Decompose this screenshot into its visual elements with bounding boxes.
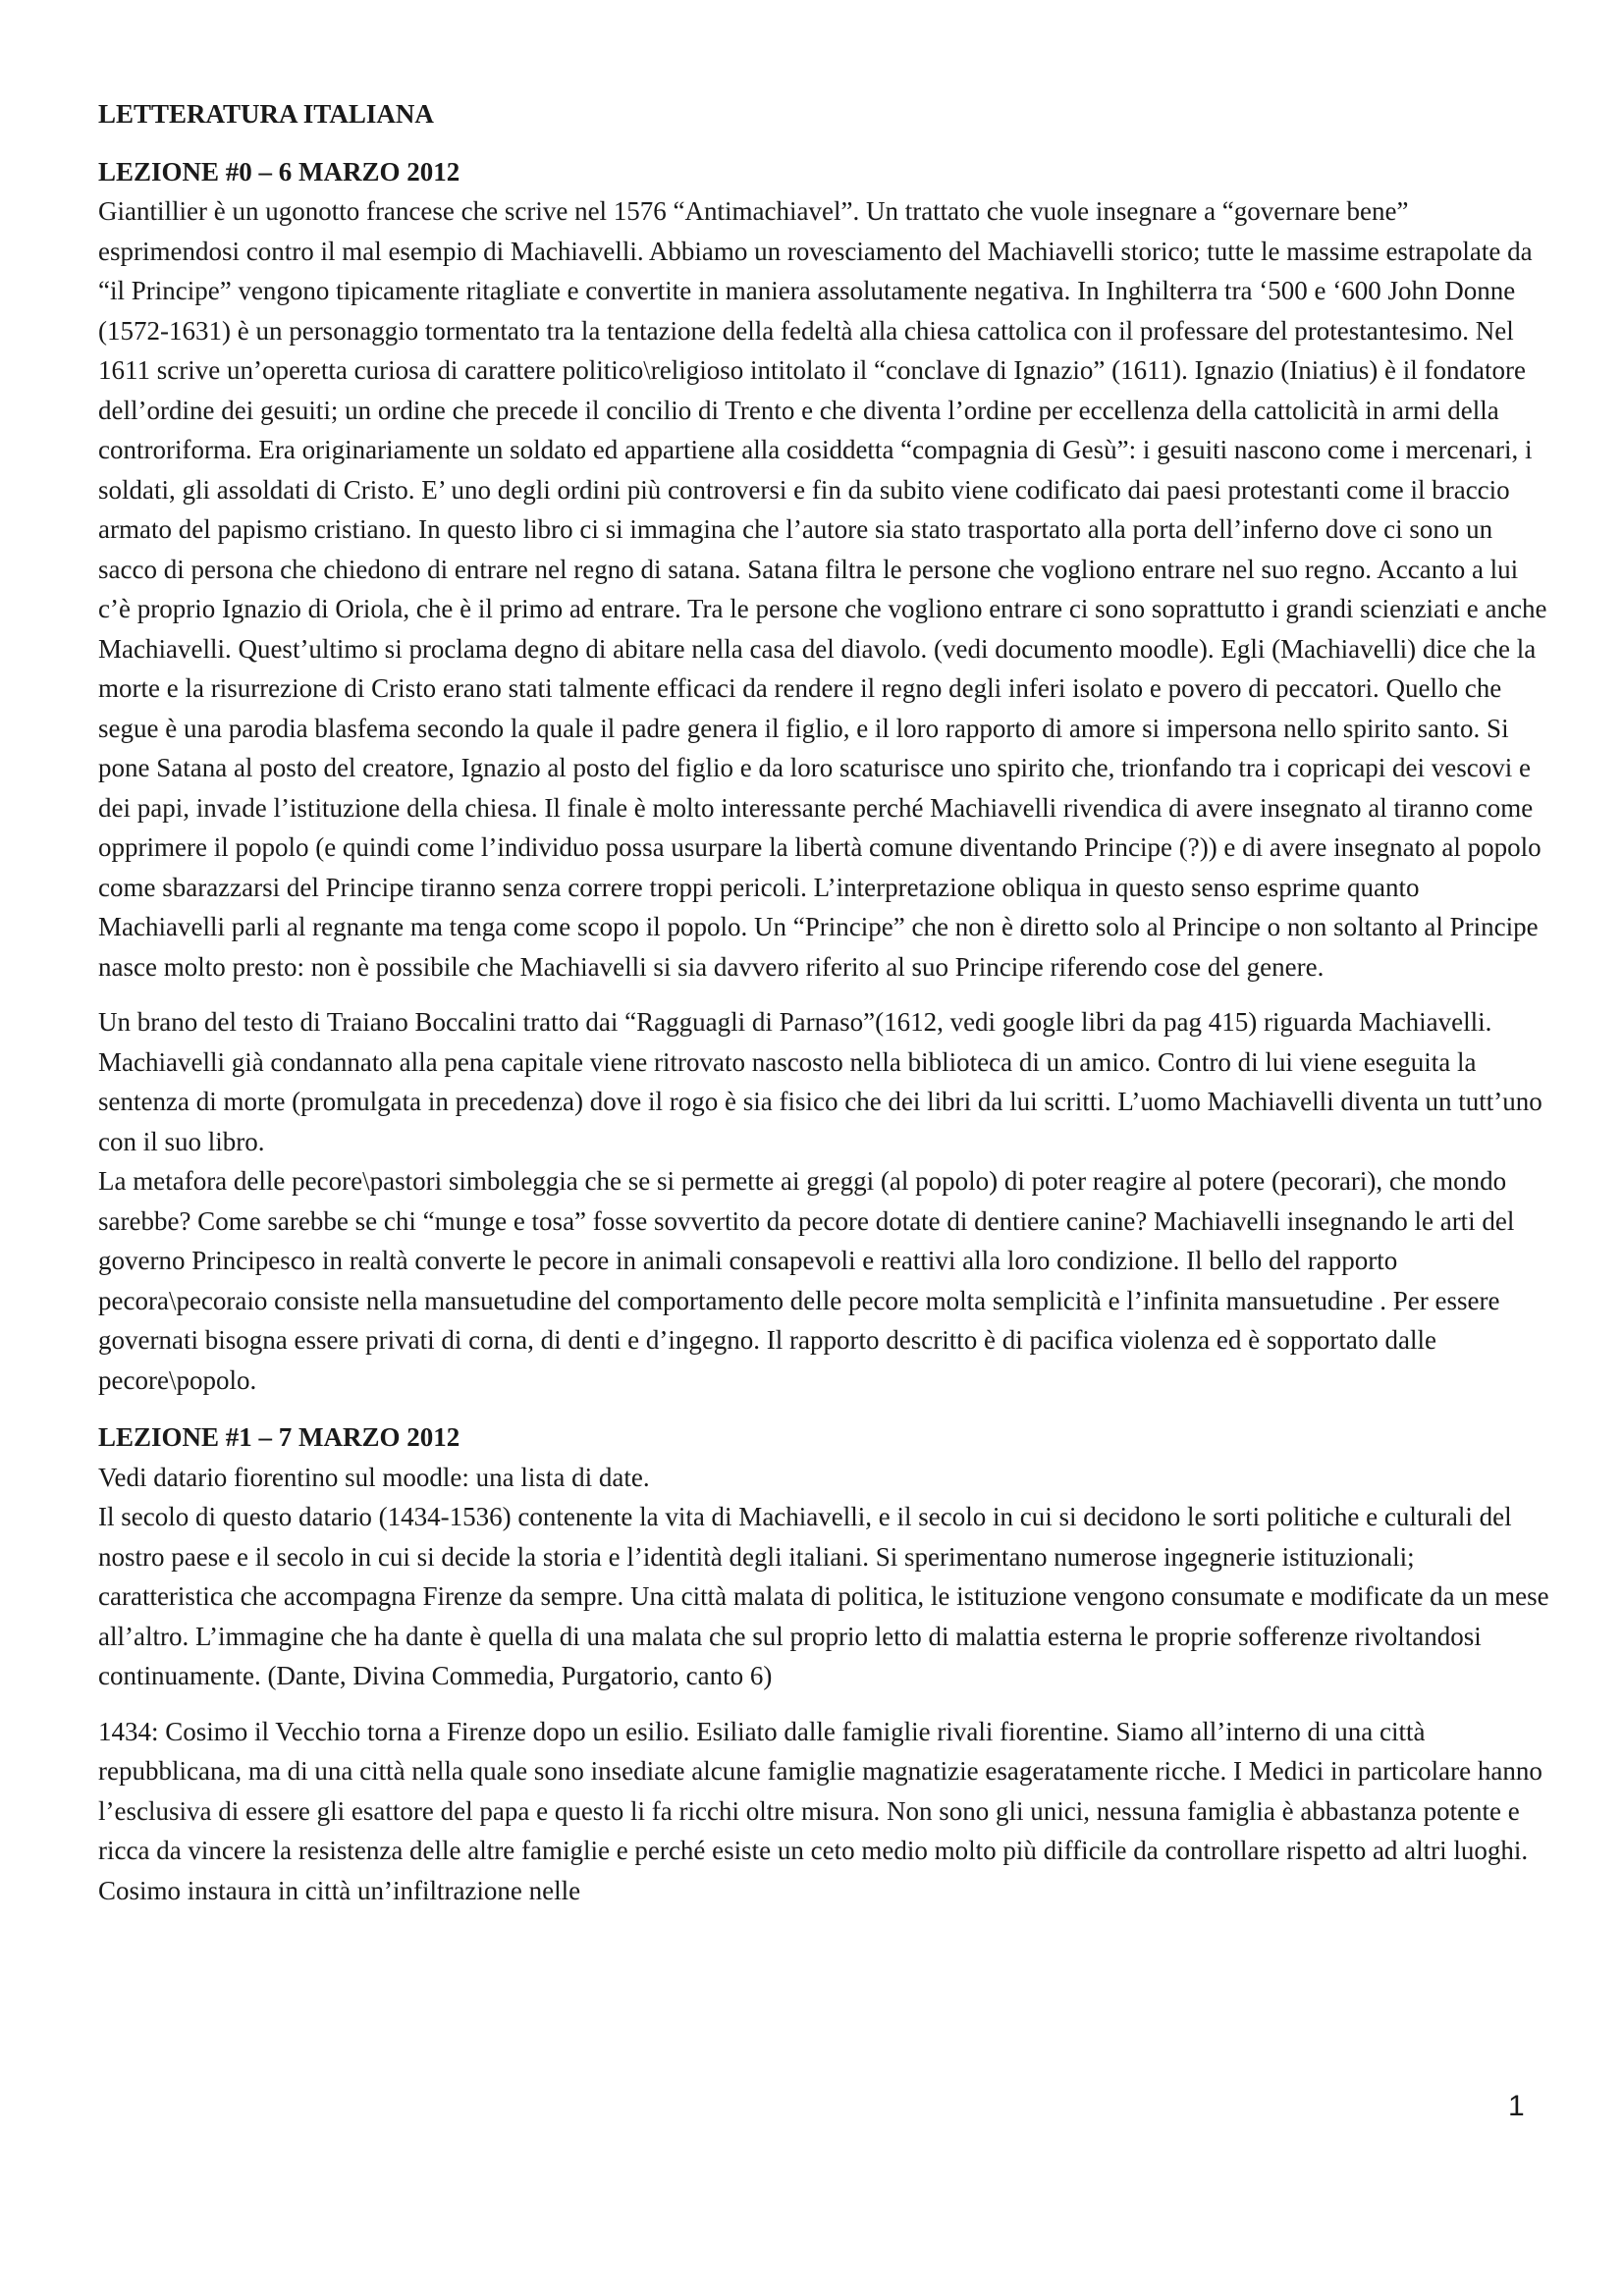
lesson-1-paragraph-1: Vedi datario fiorentino sul moodle: una lista di date. [98, 1462, 650, 1492]
page-number: 1 [1508, 2090, 1525, 2122]
lesson-0-heading: LEZIONE #0 – 6 MARZO 2012 [98, 156, 460, 187]
lesson-1-paragraph-2: Il secolo di questo datario (1434-1536) contenente la vita di Machiavelli, e il secolo in cui si decidono le sorti politiche e culturali del nostro paese e il secolo in cui si decide la storia e l’identità degli italiani. Si sperimentano numerose ingegnerie istituzionali; caratteristica che accompagna Firenze da sempre. Una città malata di politica, le istituzione vengono consumate e modificate da un mese all’altro. L’immagine che ha dante è quella di una malata che sul proprio letto di malattia esterna le proprie sofferenze rivoltandosi continuamente. (Dante, Divina Commedia, Purgatorio, canto 6) [98, 1502, 1549, 1690]
lesson-0-paragraph-3: La metafora delle pecore\pastori simboleggia che se si permette ai greggi (al popolo) di poter reagire al potere (pecorari), che mondo sarebbe? Come sarebbe se chi “munge e tosa” fosse sovvertito da pecore dotate di dentiere canine? Machiavelli insegnando le arti del governo Principesco in realtà converte le pecore in animali consapevoli e reattivi alla loro condizione. Il bello del rapporto pecora\pecoraio consiste nella mansuetudine del comportamento delle pecore molta semplicità e l’infinita mansuetudine . Per essere governati bisogna essere privati di corna, di denti e d’ingegno. Il rapporto descritto è di pacifica violenza ed è sopportato dalle pecore\popolo. [98, 1166, 1515, 1395]
lesson-0-paragraph-2: Un brano del testo di Traiano Boccalini tratto dai “Ragguagli di Parnaso”(1612, vedi google libri da pag 415) riguarda Machiavelli. Machiavelli già condannato alla pena capitale viene ritrovato nascosto nella biblioteca di un amico. Contro di lui viene eseguita la sentenza di morte (promulgata in precedenza) dove il rogo è sia fisico che dei libri da lui scritti. L’uomo Machiavelli diventa un tutt’uno con il suo libro. [98, 1007, 1542, 1156]
document-page [98, 94, 1551, 1910]
document-title: LETTERATURA ITALIANA [98, 99, 434, 129]
lesson-1-paragraph-3: 1434: Cosimo il Vecchio torna a Firenze dopo un esilio. Esiliato dalle famiglie rivali fiorentine. Siamo all’interno di una città repubblicana, ma di una città nella quale sono insediate alcune famiglie magnatizie esageratamente ricche. I Medici in particolare hanno l’esclusiva di essere gli esattore del papa e questo li fa ricchi oltre misura. Non sono gli unici, nessuna famiglia è abbastanza potente e ricca da vincere la resistenza delle altre famiglie e perché esiste un ceto medio molto più difficile da controllare rispetto ad altri luoghi. Cosimo instaura in città un’infiltrazione nelle [98, 1716, 1542, 1905]
lesson-1-section [98, 1417, 1551, 1910]
lesson-0-section [98, 152, 1551, 1401]
lesson-1-heading: LEZIONE #1 – 7 MARZO 2012 [98, 1422, 460, 1452]
lesson-0-paragraph-1: Giantillier è un ugonotto francese che scrive nel 1576 “Antimachiavel”. Un trattato che vuole insegnare a “governare bene” esprimendosi contro il mal esempio di Machiavelli. Abbiamo un rovesciamento del Machiavelli storico; tutte le massime estrapolate da “il Principe” vengono tipicamente ritagliate e convertite in maniera assolutamente negativa. In Inghilterra tra ‘500 e ‘600 John Donne (1572-1631) è un personaggio tormentato tra la tentazione della fedeltà alla chiesa cattolica con il professare del protestantesimo. Nel 1611 scrive un’operetta curiosa di carattere politico\religioso intitolato il “conclave di Ignazio” (1611). Ignazio (Iniatius) è il fondatore dell’ordine dei gesuiti; un ordine che precede il concilio di Trento e che diventa l’ordine per eccellenza della cattolicità in armi della controriforma. Era originariamente un soldato ed appartiene alla cosiddetta “compagnia di Gesù”: i gesuiti nascono come i mercenari, i soldati, gli assoldati di Cristo. E’ uno degli ordini più controversi e fin da subito viene codificato dai paesi protestanti come il braccio armato del papismo cristiano. In questo libro ci si immagina che l’autore sia stato trasportato alla porta dell’inferno dove ci sono un sacco di persona che chiedono di entrare nel regno di satana. Satana filtra le persone che vogliono entrare nel suo regno. Accanto a lui c’è proprio Ignazio di Oriola, che è il primo ad entrare. Tra le persone che vogliono entrare ci sono soprattutto i grandi scienziati e anche Machiavelli. Quest’ultimo si proclama degno di abitare nella casa del diavolo. (vedi documento moodle). Egli (Machiavelli) dice che la morte e la risurrezione di Cristo erano stati talmente efficaci da rendere il regno degli inferi isolato e povero di peccatori. Quello che segue è una parodia blasfema secondo la quale il padre genera il figlio, e il loro rapporto di amore si impersona nello spirito santo. Si pone Satana al posto del creatore, Ignazio al posto del figlio e da loro scaturisce uno spirito che, trionfando tra i copricapi dei vescovi e dei papi, invade l’istituzione della chiesa. Il finale è molto interessante perché Machiavelli rivendica di avere insegnato al tiranno come opprimere il popolo (e quindi come l’individuo possa usurpare la libertà comune diventando Principe (?)) e di avere insegnato al popolo come sbarazzarsi del Principe tiranno senza correre troppi pericoli. L’interpretazione obliqua in questo senso esprime quanto Machiavelli parli al regnante ma tenga come scopo il popolo. Un “Principe” che non è diretto solo al Principe o non soltanto al Principe nasce molto presto: non è possibile che Machiavelli si sia davvero riferito al suo Principe riferendo cose del genere. [98, 196, 1547, 982]
